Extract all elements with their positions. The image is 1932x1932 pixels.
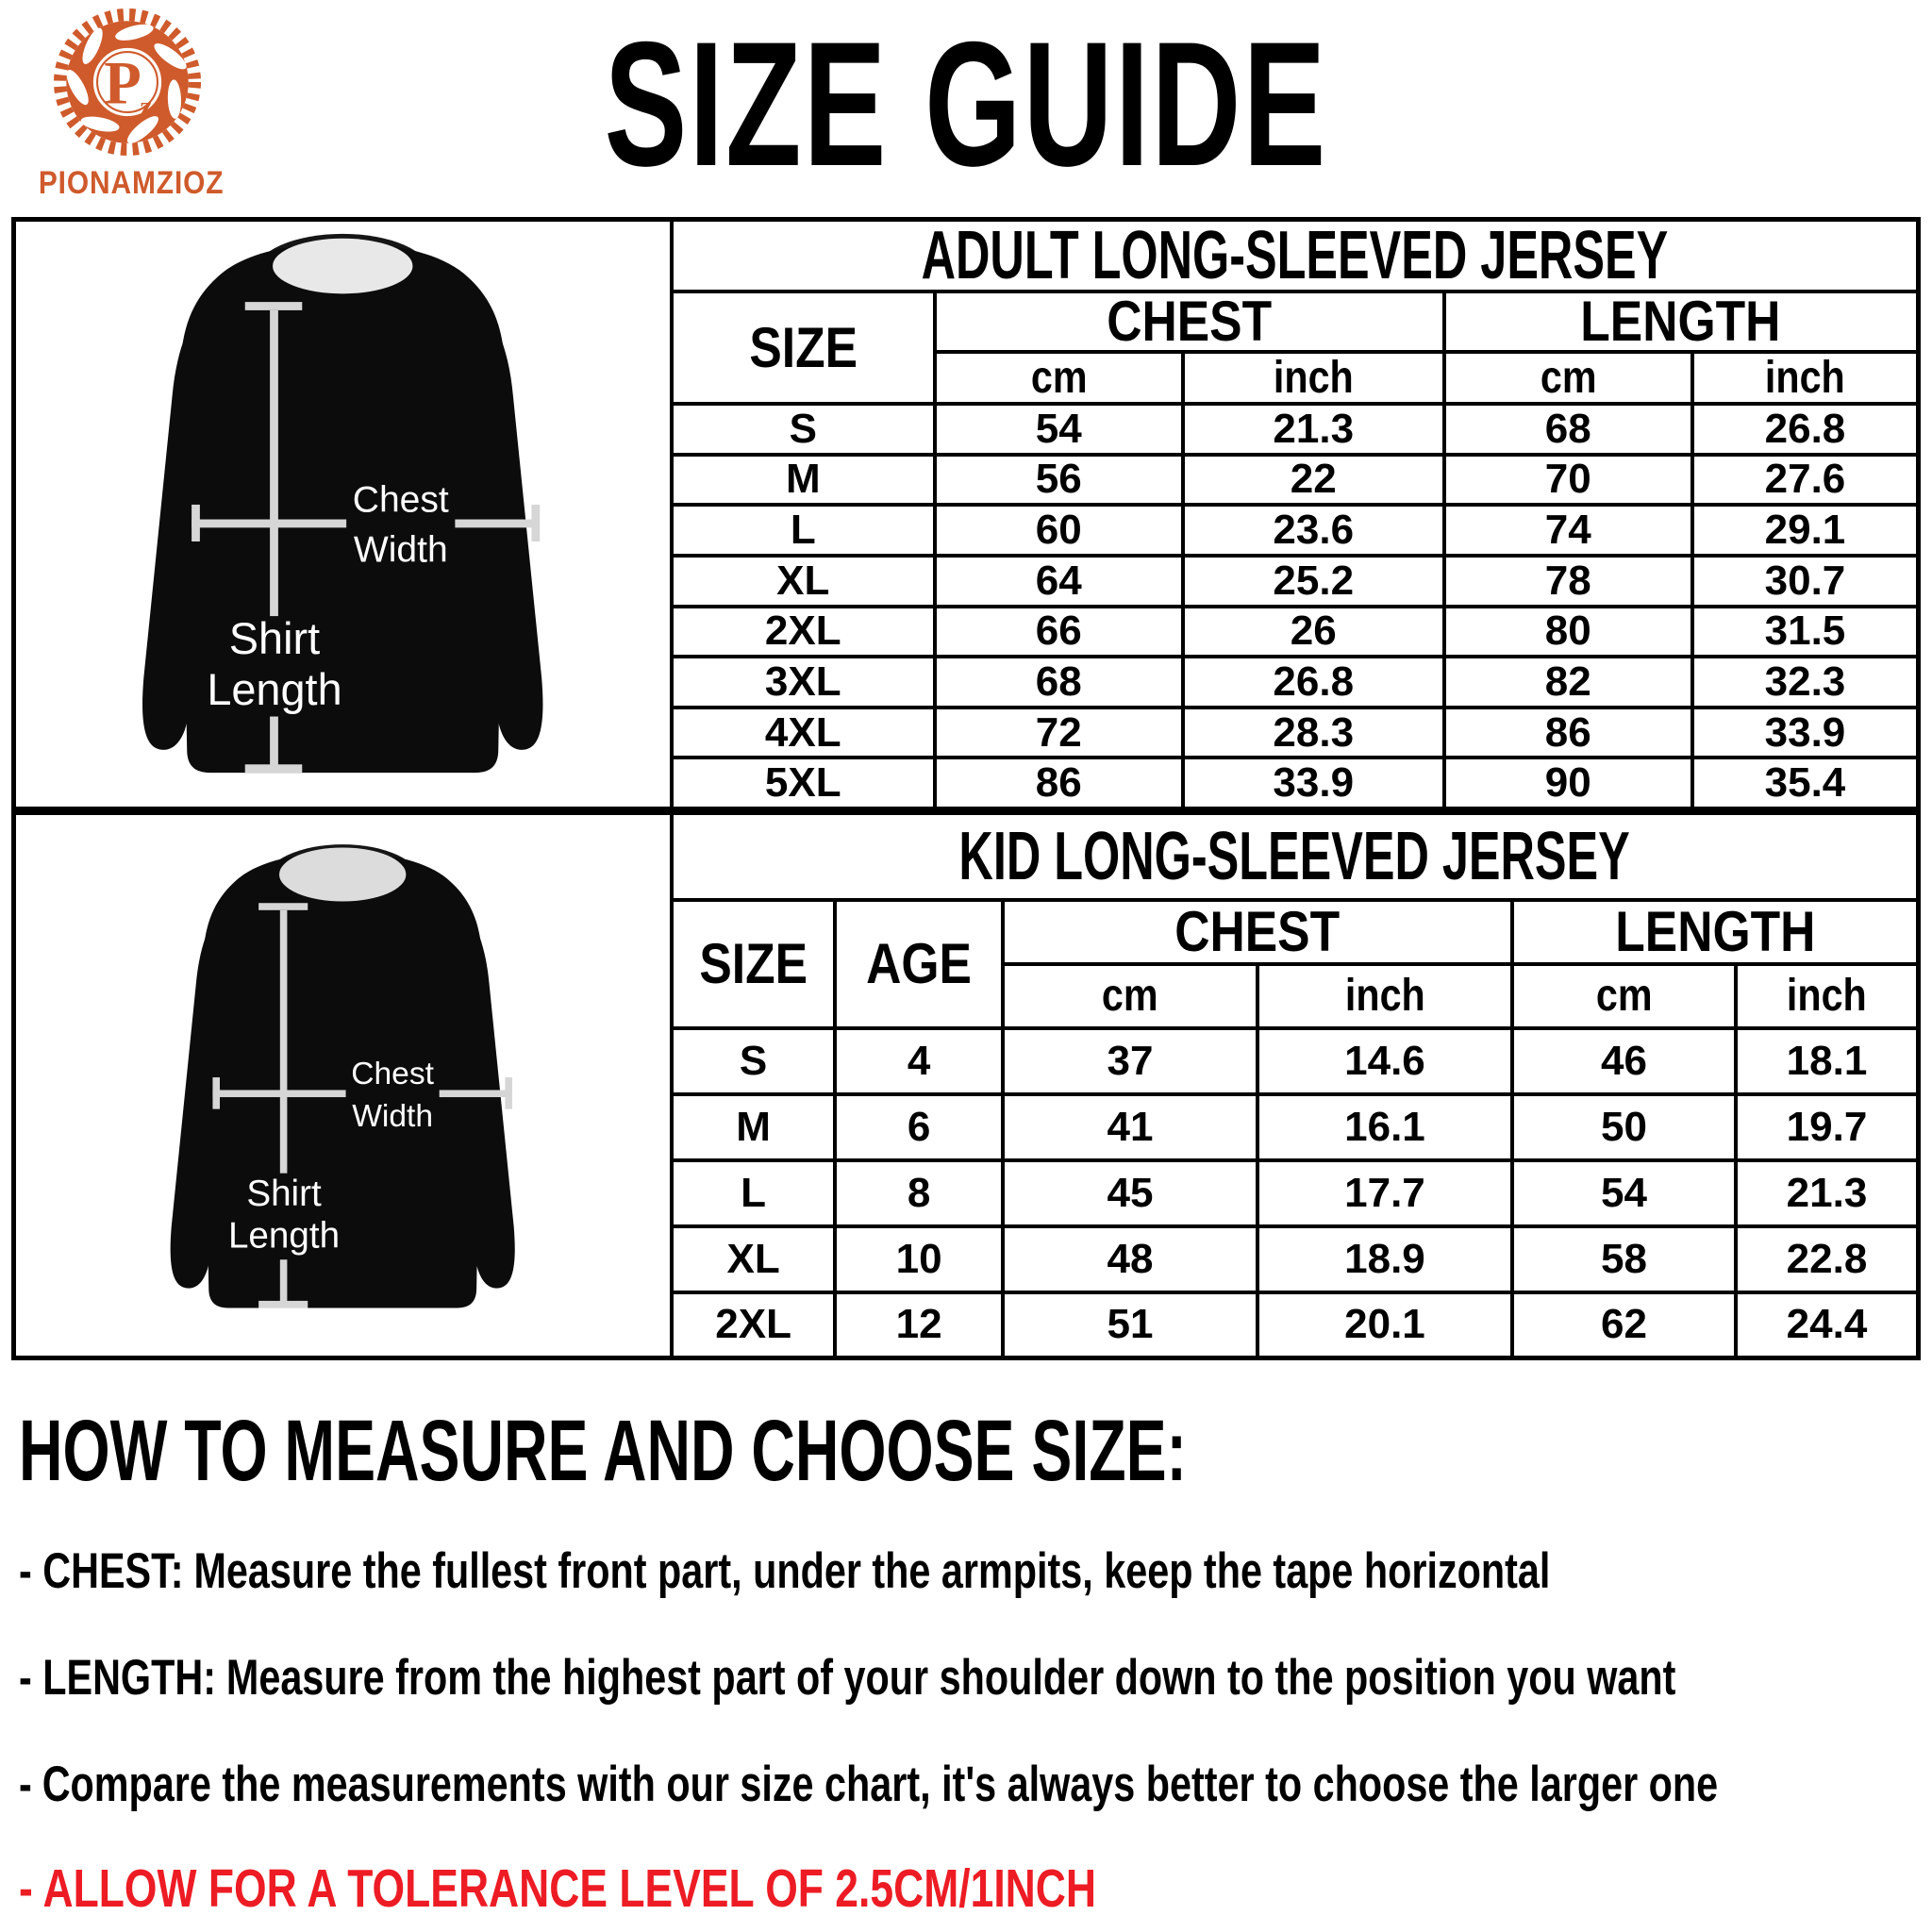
chest-inch-cell: 28.3 xyxy=(1183,708,1444,758)
kid-shirt-image xyxy=(81,834,604,1337)
length-inch-cell: 26.8 xyxy=(1692,404,1916,455)
shirt-silhouette xyxy=(142,234,542,773)
chest-inch-cell: 16.1 xyxy=(1257,1094,1512,1160)
chest-cm-cell: 64 xyxy=(935,556,1183,607)
table-row xyxy=(674,1226,1916,1292)
col-header-age-text: AGE xyxy=(866,932,973,995)
chest-inch-cell: 23.6 xyxy=(1183,505,1444,556)
length-inch-cell: 27.6 xyxy=(1692,455,1916,506)
tolerance-note: - ALLOW FOR A TOLERANCE LEVEL OF 2.5CM/1INCH xyxy=(19,1857,1097,1919)
chest-width-label: Width xyxy=(352,1099,434,1135)
size-cell: L xyxy=(674,505,935,556)
how-to-section xyxy=(0,1360,1932,1919)
col-header-chest-text: CHEST xyxy=(1174,900,1341,963)
chest-cm-cell: 66 xyxy=(935,607,1183,658)
kid-size-table xyxy=(674,815,1916,1356)
table-row xyxy=(674,1028,1916,1094)
length-cm-cell: 90 xyxy=(1444,758,1692,807)
page-title: SIZE GUIDE xyxy=(604,5,1328,203)
adult-shirt-panel xyxy=(16,222,674,807)
table-row xyxy=(674,758,1916,807)
col-header-size xyxy=(674,900,835,1028)
col-header-size xyxy=(674,291,935,404)
size-cell: 3XL xyxy=(674,657,935,708)
age-cell: 8 xyxy=(835,1160,1003,1226)
age-cell: 12 xyxy=(835,1292,1003,1356)
length-cm-cell: 78 xyxy=(1444,556,1692,607)
chest-width-label: Width xyxy=(354,529,448,571)
unit-inch-text: inch xyxy=(1787,971,1867,1021)
kid-table-title-text: KID LONG-SLEEVED JERSEY xyxy=(958,819,1631,894)
col-header-chest xyxy=(935,291,1444,352)
chest-cm-cell: 86 xyxy=(935,758,1183,807)
chest-inch-cell: 26 xyxy=(1183,607,1444,658)
unit-inch xyxy=(1736,964,1916,1028)
length-cm-cell: 86 xyxy=(1444,708,1692,758)
unit-cm-text: cm xyxy=(1540,352,1597,403)
col-header-size-text: SIZE xyxy=(699,932,808,995)
length-cm-cell: 46 xyxy=(1512,1028,1736,1094)
chest-cm-cell: 56 xyxy=(935,455,1183,506)
age-cell: 6 xyxy=(835,1094,1003,1160)
unit-inch xyxy=(1692,352,1916,404)
unit-cm-text: cm xyxy=(1102,971,1158,1021)
length-inch-cell: 33.9 xyxy=(1692,708,1916,758)
size-cell: 2XL xyxy=(674,1292,835,1356)
shirt-silhouette xyxy=(171,844,515,1307)
length-cm-cell: 80 xyxy=(1444,607,1692,658)
col-header-length xyxy=(1512,900,1916,964)
age-cell: 4 xyxy=(835,1028,1003,1094)
unit-cm xyxy=(1512,964,1736,1028)
table-row xyxy=(674,1160,1916,1226)
unit-inch xyxy=(1183,352,1444,404)
chest-cm-cell: 72 xyxy=(935,708,1183,758)
chest-inch-cell: 17.7 xyxy=(1257,1160,1512,1226)
table-row xyxy=(674,455,1916,506)
chest-inch-cell: 25.2 xyxy=(1183,556,1444,607)
length-inch-cell: 31.5 xyxy=(1692,607,1916,658)
measure-item-label: - CHEST: xyxy=(19,1543,184,1599)
length-cm-cell: 62 xyxy=(1512,1292,1736,1356)
chest-inch-cell: 33.9 xyxy=(1183,758,1444,807)
adult-table-title xyxy=(674,218,1916,293)
kid-section xyxy=(16,815,1916,1356)
length-inch-cell: 19.7 xyxy=(1736,1094,1916,1160)
length-cm-cell: 68 xyxy=(1444,404,1692,455)
col-header-chest xyxy=(1003,900,1512,964)
chest-width-label: Chest xyxy=(351,1056,435,1091)
measure-item-label: - xyxy=(19,1756,32,1812)
brand-name: PIONAMZIOZ xyxy=(38,165,225,201)
table-row xyxy=(674,607,1916,658)
chest-cm-cell: 60 xyxy=(935,505,1183,556)
unit-inch-text: inch xyxy=(1765,352,1845,403)
chest-inch-cell: 21.3 xyxy=(1183,404,1444,455)
size-cell: S xyxy=(674,1028,835,1094)
shirt-length-label: Length xyxy=(228,1215,341,1257)
unit-cm xyxy=(935,352,1183,404)
kid-table-title xyxy=(674,815,1916,900)
size-cell: M xyxy=(674,455,935,506)
length-cm-cell: 58 xyxy=(1512,1226,1736,1292)
size-cell: S xyxy=(674,404,935,455)
length-inch-cell: 21.3 xyxy=(1736,1160,1916,1226)
how-to-heading: HOW TO MEASURE AND CHOOSE SIZE: xyxy=(19,1403,1187,1499)
length-inch-cell: 24.4 xyxy=(1736,1292,1916,1356)
col-header-age xyxy=(835,900,1003,1028)
size-cell: XL xyxy=(674,556,935,607)
adult-section xyxy=(16,218,1916,807)
measure-item-length xyxy=(19,1649,1676,1707)
table-header-row xyxy=(674,291,1916,352)
col-header-chest-text: CHEST xyxy=(1107,290,1272,353)
length-cm-cell: 82 xyxy=(1444,657,1692,708)
unit-cm xyxy=(1003,964,1257,1028)
measure-item-label: - LENGTH: xyxy=(19,1649,216,1706)
chest-inch-cell: 14.6 xyxy=(1257,1028,1512,1094)
length-cm-cell: 54 xyxy=(1512,1160,1736,1226)
chest-inch-cell: 20.1 xyxy=(1257,1292,1512,1356)
table-header-row xyxy=(674,900,1916,964)
unit-inch-text: inch xyxy=(1344,971,1425,1021)
length-cm-cell: 74 xyxy=(1444,505,1692,556)
table-row xyxy=(674,404,1916,455)
col-header-size-text: SIZE xyxy=(748,315,858,379)
size-cell: 4XL xyxy=(674,708,935,758)
unit-inch-text: inch xyxy=(1273,352,1354,403)
length-inch-cell: 29.1 xyxy=(1692,505,1916,556)
unit-cm-text: cm xyxy=(1595,971,1653,1021)
chest-inch-cell: 22 xyxy=(1183,455,1444,506)
section-divider xyxy=(16,807,1916,815)
measure-item-chest xyxy=(19,1543,1551,1601)
size-cell: L xyxy=(674,1160,835,1226)
gear-icon xyxy=(49,4,206,160)
col-header-length-text: LENGTH xyxy=(1580,290,1781,353)
chest-inch-cell: 18.9 xyxy=(1257,1226,1512,1292)
adult-size-table xyxy=(674,218,1916,807)
chest-cm-cell: 48 xyxy=(1003,1226,1257,1292)
chest-cm-cell: 37 xyxy=(1003,1028,1257,1094)
table-row xyxy=(674,1292,1916,1356)
size-cell: XL xyxy=(674,1226,835,1292)
chest-cm-cell: 51 xyxy=(1003,1292,1257,1356)
length-inch-cell: 30.7 xyxy=(1692,556,1916,607)
measure-item-text: Compare the measurements with our size chart, it's always better to choose the larger one xyxy=(42,1756,1719,1812)
logo-letter: P xyxy=(104,49,142,118)
chest-cm-cell: 41 xyxy=(1003,1094,1257,1160)
unit-cm xyxy=(1444,352,1692,404)
table-row xyxy=(674,708,1916,758)
shirt-length-label: Shirt xyxy=(229,614,321,664)
logo-letter-sub: z xyxy=(140,92,153,122)
measure-item-text: Measure from the highest part of your shoulder down to the position you want xyxy=(225,1649,1676,1706)
length-inch-cell: 18.1 xyxy=(1736,1028,1916,1094)
kid-shirt-panel xyxy=(16,815,674,1356)
size-cell: 5XL xyxy=(674,758,935,807)
length-inch-cell: 35.4 xyxy=(1692,758,1916,807)
size-cell: 2XL xyxy=(674,607,935,658)
length-inch-cell: 32.3 xyxy=(1692,657,1916,708)
table-row xyxy=(674,1094,1916,1160)
table-title-row xyxy=(674,222,1916,291)
measure-item-compare xyxy=(19,1756,1719,1814)
adult-table-title-text: ADULT LONG-SLEEVED JERSEY xyxy=(921,218,1669,293)
age-cell: 10 xyxy=(835,1226,1003,1292)
unit-inch xyxy=(1257,964,1512,1028)
length-inch-cell: 22.8 xyxy=(1736,1226,1916,1292)
table-row xyxy=(674,505,1916,556)
chest-cm-cell: 54 xyxy=(935,404,1183,455)
size-cell: M xyxy=(674,1094,835,1160)
table-row xyxy=(674,657,1916,708)
brand-logo xyxy=(26,4,228,202)
shirt-length-label: Length xyxy=(207,665,342,715)
chest-inch-cell: 26.8 xyxy=(1183,657,1444,708)
table-row xyxy=(674,556,1916,607)
chest-width-label: Chest xyxy=(353,480,450,522)
chest-cm-cell: 68 xyxy=(935,657,1183,708)
shirt-length-label: Shirt xyxy=(246,1174,323,1215)
adult-shirt-image xyxy=(39,230,646,797)
length-cm-cell: 70 xyxy=(1444,455,1692,506)
chest-cm-cell: 45 xyxy=(1003,1160,1257,1226)
measure-item-text: Measure the fullest front part, under the armpits, keep the tape horizontal xyxy=(193,1543,1551,1599)
table-title-row xyxy=(674,815,1916,900)
unit-cm-text: cm xyxy=(1030,352,1088,403)
size-chart-panel xyxy=(11,217,1921,1360)
length-cm-cell: 50 xyxy=(1512,1094,1736,1160)
col-header-length-text: LENGTH xyxy=(1614,900,1816,963)
col-header-length xyxy=(1444,291,1916,352)
